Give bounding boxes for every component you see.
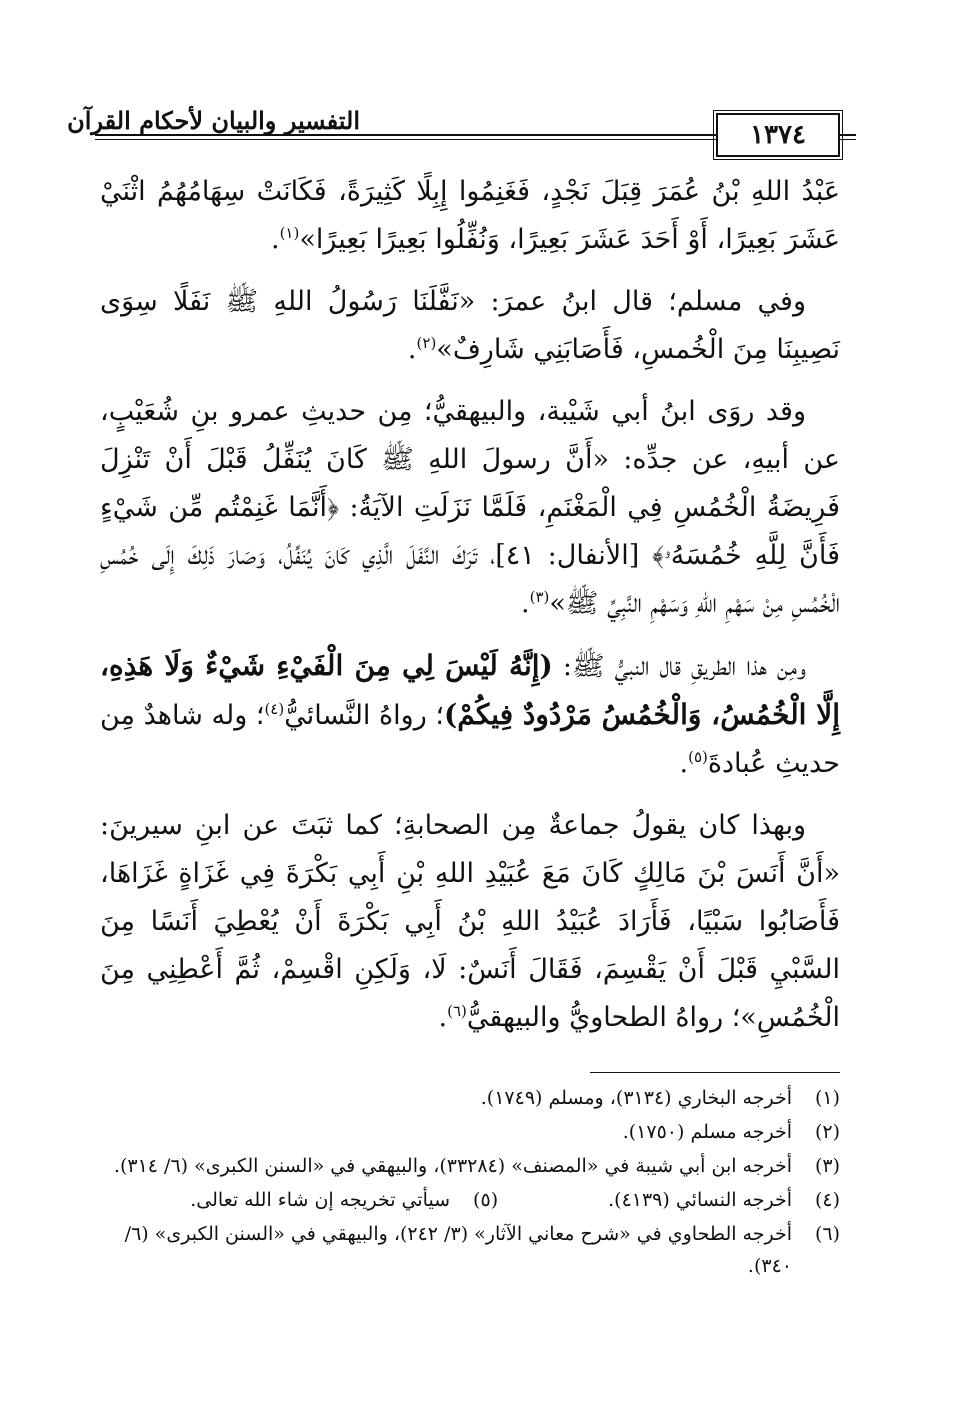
footnote-1-text: أخرجه البخاري (٣١٣٤)، ومسلم (١٧٤٩). <box>480 1087 792 1109</box>
running-header-title: التفسير والبيان لأحكام القرآن <box>67 106 360 135</box>
footnote-4-text: أخرجه النسائي (٤١٣٩). <box>608 1189 792 1211</box>
footnote-4 <box>608 1184 840 1216</box>
footnote-1-number: (١) <box>814 1087 840 1109</box>
footnotes <box>100 1082 840 1284</box>
paragraph-4 <box>100 642 840 788</box>
paragraph-5-end: . <box>438 1002 448 1033</box>
footnote-5 <box>190 1184 498 1216</box>
paragraph-3-end: . <box>521 588 530 619</box>
footnote-ref-3: (٣) <box>529 588 550 606</box>
paragraph-4-pre: ومِن هذا الطريقِ قال النبيُّ ﷺ: <box>562 651 806 682</box>
paragraph-1 <box>100 168 840 264</box>
paragraph-4-end: . <box>679 748 689 779</box>
paragraph-3 <box>100 388 840 628</box>
footnote-ref-5: (٥) <box>688 748 708 766</box>
footnote-ref-6: (٦) <box>447 1002 467 1020</box>
paragraph-3-text: وقد روَى ابنُ أبي شَيْبة، والبيهقيُّ؛ مِن حديثِ عمرو بنِ شُعَيْبٍ، عن أبيهِ، عن جدِّه: «أَنَّ رسولَ اللهِ ﷺ كَانَ يُنَفِّلُ قَبْلَ أَنْ تَنْزِلَ فَرِيضَةُ الْخُمُسِ فِي الْمَغْنَمِ، فَلَمَّا نَزَلَتِ الآيَةُ: ﴿أَنَّمَا غَنِمْتُم مِّن شَيْءٍ فَأَنَّ لِلَّهِ خُمُسَهُۥ﴾ [الأنفال: ٤١]، تَرَكَ النَّفَلَ الَّذِي كَانَ يُنَفِّلُ، وَصَارَ ذَلِكَ إِلَى خُمُسِ الْخُمُسِ مِنْ سَهْمِ اللهِ وَسَهْمِ النَّبِيِّ ﷺ» <box>100 396 840 619</box>
paragraph-4-post: ؛ وله شاهدٌ مِن حديثِ عُبادةَ <box>100 700 840 779</box>
footnote-1 <box>100 1082 840 1114</box>
footnote-6 <box>100 1218 840 1282</box>
footnote-row-4-5 <box>100 1184 840 1218</box>
footnote-ref-4: (٤) <box>264 700 285 718</box>
footnote-5-text: سيأتي تخريجه إن شاء الله تعالى. <box>190 1189 451 1211</box>
paragraph-5 <box>100 802 840 1042</box>
paragraph-5-text: وبهذا كان يقولُ جماعةٌ مِن الصحابةِ؛ كما ثبَتَ عن ابنِ سيرينَ: «أَنَّ أَنَسَ بْنَ مَالِكٍ كَانَ مَعَ عُبَيْدِ اللهِ بْنِ أَبِي بَكْرَةَ فِي غَزَاةٍ غَزَاهَا، فَأَصَابُوا سَبْيًا، فَأَرَادَ عُبَيْدُ اللهِ بْنُ أَبِي بَكْرَةَ أَنْ يُعْطِيَ أَنَسًا مِنَ السَّبْيِ قَبْلَ أَنْ يَقْسِمَ، فَقَالَ أَنَسٌ: لَا، وَلَكِنِ اقْسِمْ، ثُمَّ أَعْطِنِي مِنَ الْخُمُسِ»؛ رواهُ الطحاويُّ والبيهقيُّ <box>100 810 840 1033</box>
paragraph-2-end: . <box>407 334 417 365</box>
footnote-2-number: (٢) <box>814 1121 840 1143</box>
footnote-3 <box>100 1150 840 1182</box>
footnote-2-text: أخرجه مسلم (١٧٥٠). <box>622 1121 792 1143</box>
footnote-3-text: أخرجه ابن أبي شيبة في «المصنف» (٣٣٢٨٤)، والبيهقي في «السنن الكبرى» (٦/ ٣١٤). <box>113 1155 792 1177</box>
paragraph-2 <box>100 278 840 374</box>
paragraph-1-end: . <box>270 224 280 255</box>
footnote-separator <box>590 1072 840 1073</box>
footnote-ref-2: (٢) <box>416 334 437 352</box>
footnote-5-number: (٥) <box>473 1189 499 1211</box>
page-number: ١٣٧٤ <box>716 113 840 157</box>
footnote-6-text: أخرجه الطحاوي في «شرح معاني الآثار» (٣/ ٢٤٢)، والبيهقي في «السنن الكبرى» (٦/ ٣٤٠). <box>124 1223 792 1277</box>
paragraph-1-text: عَبْدُ اللهِ بْنُ عُمَرَ قِبَلَ نَجْدٍ، فَغَنِمُوا إِبِلًا كَثِيرَةً، فَكَانَتْ سِهَامُهُمُ اثْنَيْ عَشَرَ بَعِيرًا، أَوْ أَحَدَ عَشَرَ بَعِيرًا، وَنُفِّلُوا بَعِيرًا بَعِيرًا» <box>100 176 840 255</box>
paragraph-4-mid: ؛ رواهُ النَّسائيُّ <box>284 700 444 731</box>
paragraph-2-text: وفي مسلم؛ قال ابنُ عمرَ: «نَفَّلَنَا رَسُولُ اللهِ ﷺ نَفَلًا سِوَى نَصِيبِنَا مِنَ الْخُمسِ، فَأَصَابَنِي شَارِفٌ» <box>100 286 840 365</box>
hadith-quote: (إِنَّهُ لَيْسَ لِي مِنَ الْفَيْءِ شَيْءٌ وَلَا هَذِهِ، إِلَّا الْخُمُسُ، وَالْخُمُسُ مَرْدُودٌ فِيكُمْ) <box>100 649 840 731</box>
footnote-2 <box>100 1116 840 1148</box>
footnote-6-number: (٦) <box>814 1223 840 1245</box>
main-text <box>100 168 840 1056</box>
footnote-ref-1: (١) <box>279 224 300 242</box>
footnote-4-number: (٤) <box>814 1189 840 1211</box>
footnote-3-number: (٣) <box>814 1155 840 1177</box>
